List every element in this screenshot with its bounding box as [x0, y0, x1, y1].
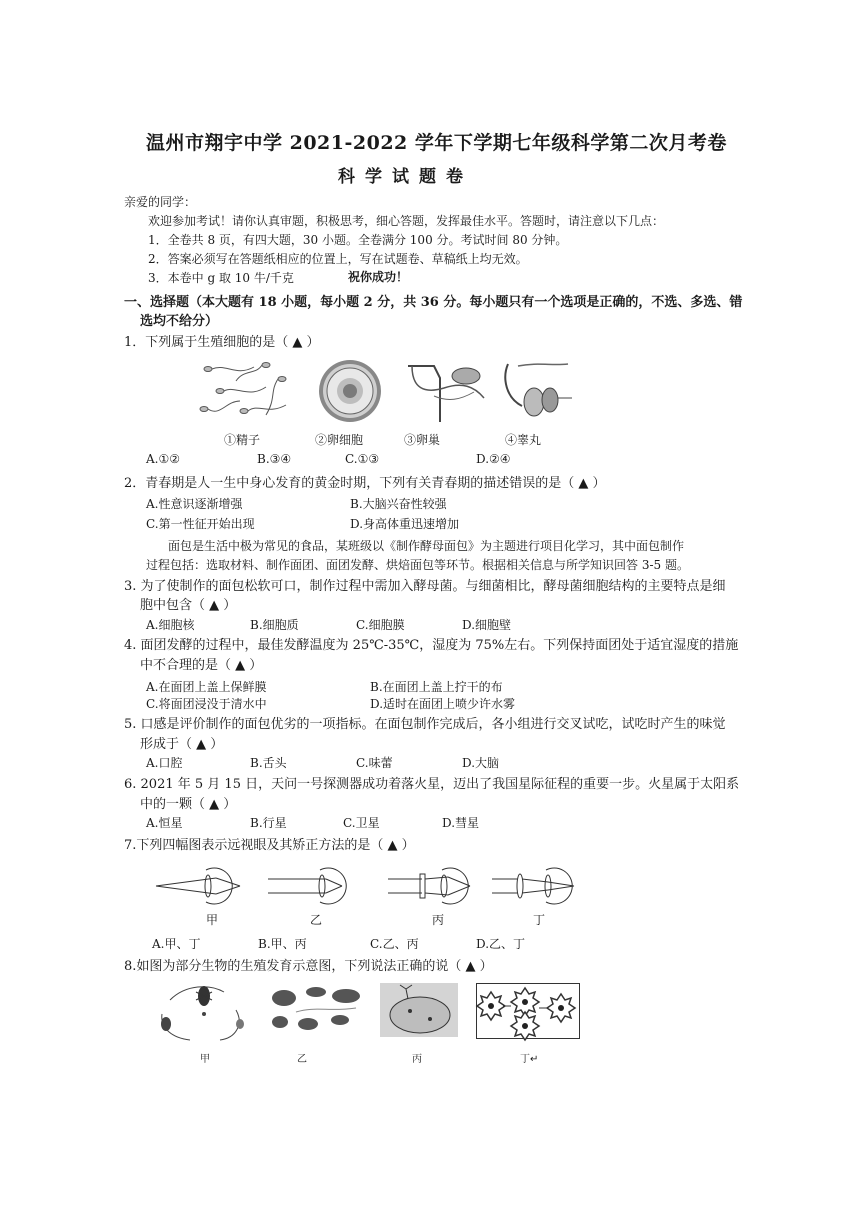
section-heading: 一、选择题（本大题有 18 小题，每小题 2 分，共 36 分。每小题只有一个选项是正确的，不选、多选、错	[124, 295, 743, 310]
q1-stem: 1．下列属于生殖细胞的是（ ▲ ）	[124, 335, 320, 350]
q6-option-c: C.卫星	[343, 816, 380, 830]
q1-fig-label-3: ③卵巢	[404, 433, 441, 447]
q4-stem: 4. 面团发酵的过程中，最佳发酵温度为 25℃-35℃，湿度为 75%左右。下列保持面团处于适宜湿度的措施	[124, 638, 739, 653]
q7-fig-label-ding: 丁	[533, 913, 546, 927]
q8-frog-lifecycle-figure	[266, 982, 370, 1038]
q7-diagram-bing	[386, 866, 478, 906]
q3-option-a: A.细胞核	[146, 618, 195, 632]
q4-option-d: D.适时在面团上喷少许水雾	[370, 697, 516, 711]
q1-option-b: B.③④	[257, 452, 292, 466]
greeting: 亲爱的同学：	[124, 195, 197, 209]
q7-stem: 7.下列四幅图表示远视眼及其矫正方法的是（ ▲ ）	[124, 838, 415, 853]
q4-option-c: C.将面团浸没于清水中	[146, 697, 267, 711]
q8-fig-label-yi: 乙	[297, 1054, 307, 1065]
q7-fig-label-yi: 乙	[310, 913, 323, 927]
q3-stem-cont: 胞中包含（ ▲ ）	[140, 598, 237, 613]
q5-option-c: C.味蕾	[356, 756, 393, 770]
q6-option-d: D.彗星	[442, 816, 480, 830]
q7-option-d: D.乙、丁	[476, 937, 526, 951]
q8-cell-division-figure	[476, 983, 580, 1039]
q5-option-b: B.舌头	[250, 756, 287, 770]
q3-stem: 3. 为了使制作的面包松软可口，制作过程中需加入酵母菌。与细菌相比，酵母菌细胞结构的主要特点是细	[124, 579, 726, 594]
q3-option-c: C.细胞膜	[356, 618, 405, 632]
q8-potato-figure	[380, 983, 458, 1037]
page-subtitle: 科学试题卷	[338, 167, 473, 187]
q1-fig-label-1: ①精子	[224, 433, 261, 447]
passage-line-2: 过程包括：选取材料、制作面团、面团发酵、烘焙面包等环节。根据相关信息与所学知识回答 3-5 题。	[146, 558, 689, 572]
q2-option-d: D.身高体重迅速增加	[350, 517, 460, 531]
page-title: 温州市翔宇中学 2021-2022 学年下学期七年级科学第二次月考卷	[146, 132, 727, 154]
q1-ovary-figure	[404, 358, 488, 422]
q8-stem: 8.如图为部分生物的生殖发育示意图，下列说法正确的说（ ▲ ）	[124, 959, 493, 974]
q7-fig-label-bing: 丙	[432, 913, 445, 927]
q1-fig-label-4: ④睾丸	[505, 433, 542, 447]
q1-fig-label-2: ②卵细胞	[315, 433, 364, 447]
q2-option-b: B.大脑兴奋性较强	[350, 497, 447, 511]
q8-fig-label-jia: 甲	[200, 1054, 210, 1065]
q7-option-a: A.甲、丁	[152, 937, 201, 951]
q6-option-a: A.恒星	[146, 816, 183, 830]
q5-option-a: A.口腔	[146, 756, 183, 770]
passage-line-1: 面包是生活中极为常见的食品，某班级以《制作酵母面包》为主题进行项目化学习，其中面包制作	[168, 539, 685, 553]
q2-option-c: C.第一性征开始出现	[146, 517, 255, 531]
q8-fig-label-bing: 丙	[412, 1054, 422, 1065]
q7-option-c: C.乙、丙	[370, 937, 419, 951]
good-luck: 祝你成功！	[348, 270, 409, 284]
q3-option-b: B.细胞质	[250, 618, 299, 632]
q2-option-a: A.性意识逐渐增强	[146, 497, 243, 511]
q7-diagram-ding	[490, 866, 582, 906]
q8-insect-lifecycle-figure	[150, 980, 256, 1046]
q2-stem: 2．青春期是人一生中身心发育的黄金时期，下列有关青春期的描述错误的是（ ▲ ）	[124, 476, 606, 491]
q6-stem-cont: 中的一颗（ ▲ ）	[140, 797, 237, 812]
q1-option-d: D.②④	[476, 452, 511, 466]
q5-stem: 5. 口感是评价制作的面包优劣的一项指标。在面包制作完成后，各小组进行交叉试吃，试吃时产生的味觉	[124, 717, 726, 732]
welcome-text: 欢迎参加考试！请你认真审题，积极思考，细心答题，发挥最佳水平。答题时，请注意以下几点：	[148, 214, 665, 228]
q6-option-b: B.行星	[250, 816, 287, 830]
section-heading-cont: 选均不给分）	[140, 314, 219, 329]
note-1: 1．全卷共 8 页，有四大题，30 小题。全卷满分 100 分。考试时间 80 分钟。	[148, 233, 568, 247]
q5-stem-cont: 形成于（ ▲ ）	[140, 737, 224, 752]
q1-option-a: A.①②	[146, 452, 180, 466]
q4-option-a: A.在面团上盖上保鲜膜	[146, 680, 267, 694]
q5-option-d: D.大脑	[462, 756, 500, 770]
note-2: 2．答案必须写在答题纸相应的位置上，写在试题卷、草稿纸上均无效。	[148, 252, 528, 266]
q7-fig-label-jia: 甲	[206, 913, 219, 927]
q1-sperm-figure	[196, 355, 292, 423]
q4-option-b: B.在面团上盖上拧干的布	[370, 680, 503, 694]
q1-egg-cell-figure	[312, 358, 388, 424]
q7-diagram-yi	[266, 866, 358, 906]
q1-testis-figure	[498, 358, 578, 420]
q1-option-c: C.①③	[345, 452, 380, 466]
q4-stem-cont: 中不合理的是（ ▲ ）	[140, 658, 263, 673]
note-3: 3．本卷中 g 取 10 牛/千克	[148, 271, 294, 285]
q3-option-d: D.细胞壁	[462, 618, 512, 632]
q8-fig-label-ding: 丁↵	[520, 1054, 539, 1065]
q7-diagram-jia	[154, 866, 246, 906]
q7-option-b: B.甲、丙	[258, 937, 307, 951]
q6-stem: 6. 2021 年 5 月 15 日，天问一号探测器成功着落火星，迈出了我国星际征程的重要一步。火星属于太阳系	[124, 777, 740, 792]
